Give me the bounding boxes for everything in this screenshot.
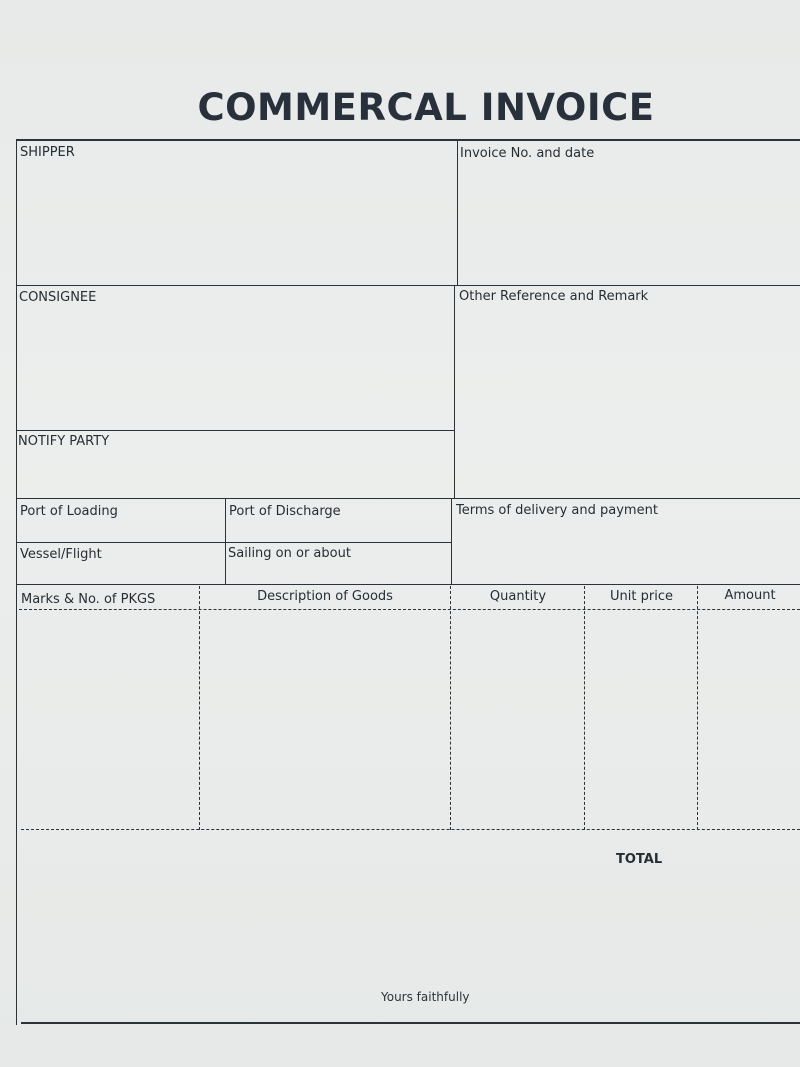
terms-label: Terms of delivery and payment xyxy=(456,503,658,518)
col-sep-2 xyxy=(450,586,451,830)
col-sep-4 xyxy=(697,586,698,830)
rule-consignee-bottom xyxy=(16,430,454,431)
rule-shipper-bottom xyxy=(16,285,800,286)
consignee-label: CONSIGNEE xyxy=(19,290,97,305)
col-header-amount: Amount xyxy=(724,588,776,603)
rule-ports-bottom xyxy=(16,542,451,543)
left-border xyxy=(16,139,17,1025)
shipper-label: SHIPPER xyxy=(20,145,75,160)
col-sep-3 xyxy=(584,586,585,830)
rule-notify-bottom xyxy=(16,498,800,499)
col-header-unit-price: Unit price xyxy=(610,589,673,604)
col-sep-1 xyxy=(199,586,200,830)
table-header-rule xyxy=(19,609,800,610)
center-divider-middle xyxy=(454,286,455,499)
closing-text: Yours faithfully xyxy=(381,990,470,1004)
vessel-flight-label: Vessel/Flight xyxy=(20,547,102,562)
notify-party-label: NOTIFY PARTY xyxy=(18,434,110,449)
invoice-title: COMMERCAL INVOICE xyxy=(197,86,655,129)
center-divider-lower xyxy=(451,499,452,585)
top-border xyxy=(16,139,800,141)
port-split-divider xyxy=(225,499,226,585)
sailing-label: Sailing on or about xyxy=(228,546,351,561)
other-reference-label: Other Reference and Remark xyxy=(459,289,649,304)
invoice-no-date-label: Invoice No. and date xyxy=(460,146,595,161)
col-header-quantity: Quantity xyxy=(489,589,547,604)
table-bottom-rule xyxy=(21,829,800,830)
col-header-marks: Marks & No. of PKGS xyxy=(21,592,156,607)
port-of-loading-label: Port of Loading xyxy=(20,504,118,519)
total-label: TOTAL xyxy=(616,852,663,867)
bottom-border xyxy=(21,1022,800,1024)
port-of-discharge-label: Port of Discharge xyxy=(229,504,341,519)
col-header-description: Description of Goods xyxy=(257,589,393,604)
rule-vessel-bottom xyxy=(16,584,800,585)
center-divider-top xyxy=(457,139,458,286)
